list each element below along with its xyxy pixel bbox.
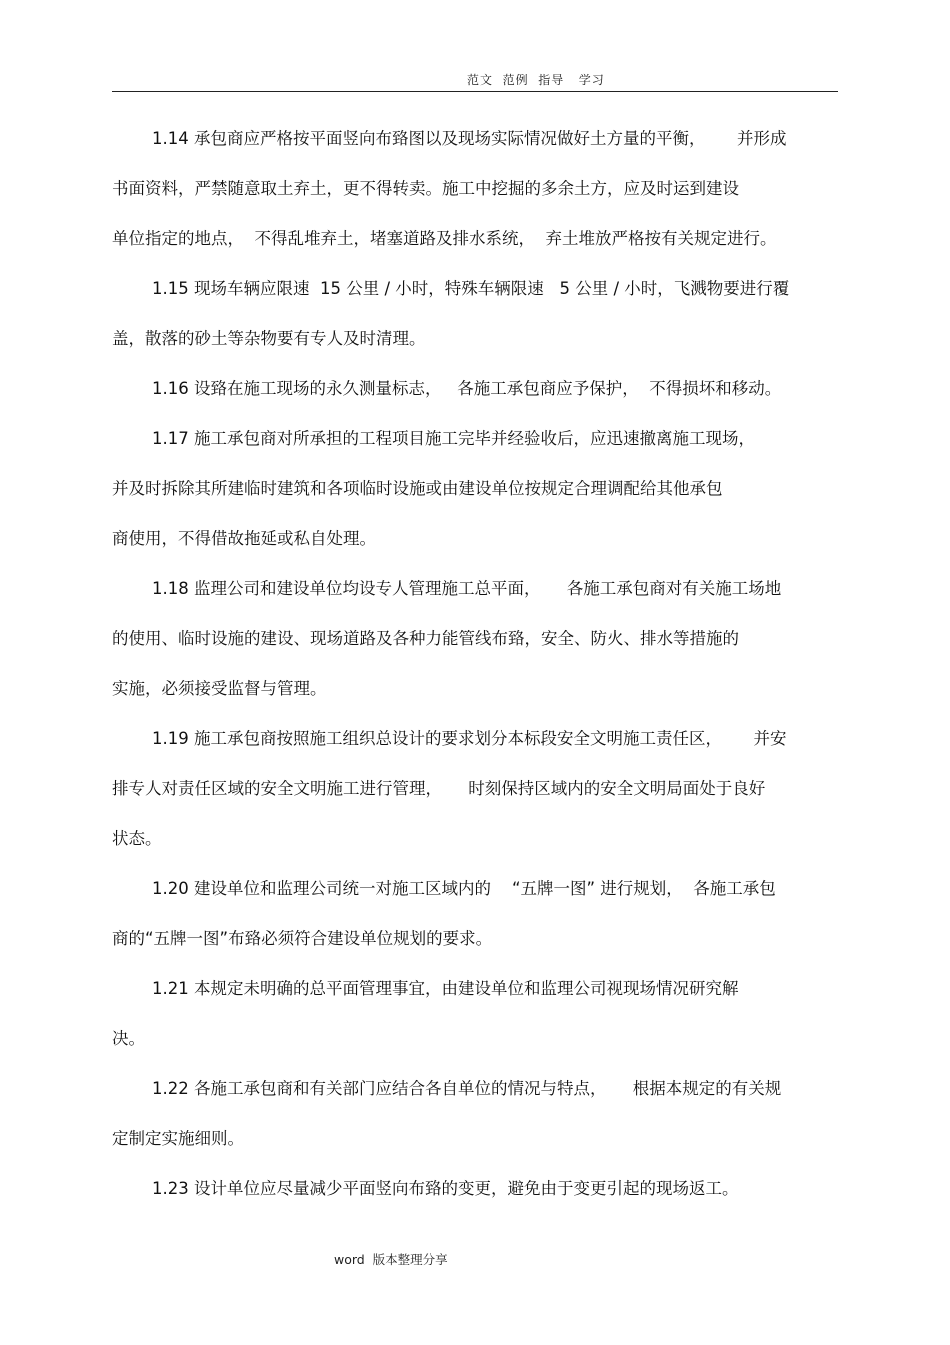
body-line: 的使用、临时设施的建设、现场道路及各种力能管线布臵，安全、防火、排水等措施的 xyxy=(112,629,739,648)
page-header xyxy=(112,70,838,92)
body-line: 1.15 现场车辆应限速 15 公里 / 小时，特殊车辆限速 5 公里 / 小时，飞溅物要进行覆 xyxy=(152,279,790,298)
body-line: 实施，必须接受监督与管理。 xyxy=(112,679,327,698)
body-line: 1.23 设计单位应尽量减少平面竖向布臵的变更，避免由于变更引起的现场返工。 xyxy=(152,1179,739,1198)
body-line: 1.17 施工承包商对所承担的工程项目施工完毕并经验收后，应迅速撤离施工现场， xyxy=(152,429,755,448)
body-line: 盖，散落的砂土等杂物要有专人及时清理。 xyxy=(112,329,426,348)
page-footer: word 版本整理分享 xyxy=(334,1252,448,1267)
body-line: 1.22 各施工承包商和有关部门应结合各自单位的情况与特点， 根据本规定的有关规 xyxy=(152,1079,782,1098)
body-line: 决。 xyxy=(112,1029,145,1048)
body-line: 商使用，不得借故拖延或私自处理。 xyxy=(112,529,376,548)
body-line: 1.16 设臵在施工现场的永久测量标志， 各施工承包商应予保护， 不得损坏和移动。 xyxy=(152,379,782,398)
body-line: 排专人对责任区域的安全文明施工进行管理， 时刻保持区域内的安全文明局面处于良好 xyxy=(112,779,766,798)
body-line: 并及时拆除其所建临时建筑和各项临时设施或由建设单位按规定合理调配给其他承包 xyxy=(112,479,723,498)
body-line: 书面资料，严禁随意取土弃土，更不得转卖。施工中挖掘的多余土方，应及时运到建设 xyxy=(112,179,739,198)
body-line: 商的“五牌一图”布臵必须符合建设单位规划的要求。 xyxy=(112,929,493,948)
body-line: 定制定实施细则。 xyxy=(112,1129,244,1148)
body-line: 1.19 施工承包商按照施工组织总设计的要求划分本标段安全文明施工责任区， 并安 xyxy=(152,729,787,748)
body-line: 单位指定的地点， 不得乱堆弃土，堵塞道路及排水系统， 弃土堆放严格按有关规定进行。 xyxy=(112,229,777,248)
body-line: 1.21 本规定未明确的总平面管理事宜，由建设单位和监理公司视现场情况研究解 xyxy=(152,979,739,998)
body-line: 1.14 承包商应严格按平面竖向布臵图以及现场实际情况做好土方量的平衡， 并形成 xyxy=(152,129,787,148)
body-line: 1.20 建设单位和监理公司统一对施工区域内的 “五牌一图” 进行规划， 各施工承包 xyxy=(152,879,776,898)
body-line: 状态。 xyxy=(112,829,162,848)
body-line: 1.18 监理公司和建设单位均设专人管理施工总平面， 各施工承包商对有关施工场地 xyxy=(152,579,782,598)
header-text: 范文 范例 指导 学习 xyxy=(467,73,605,87)
